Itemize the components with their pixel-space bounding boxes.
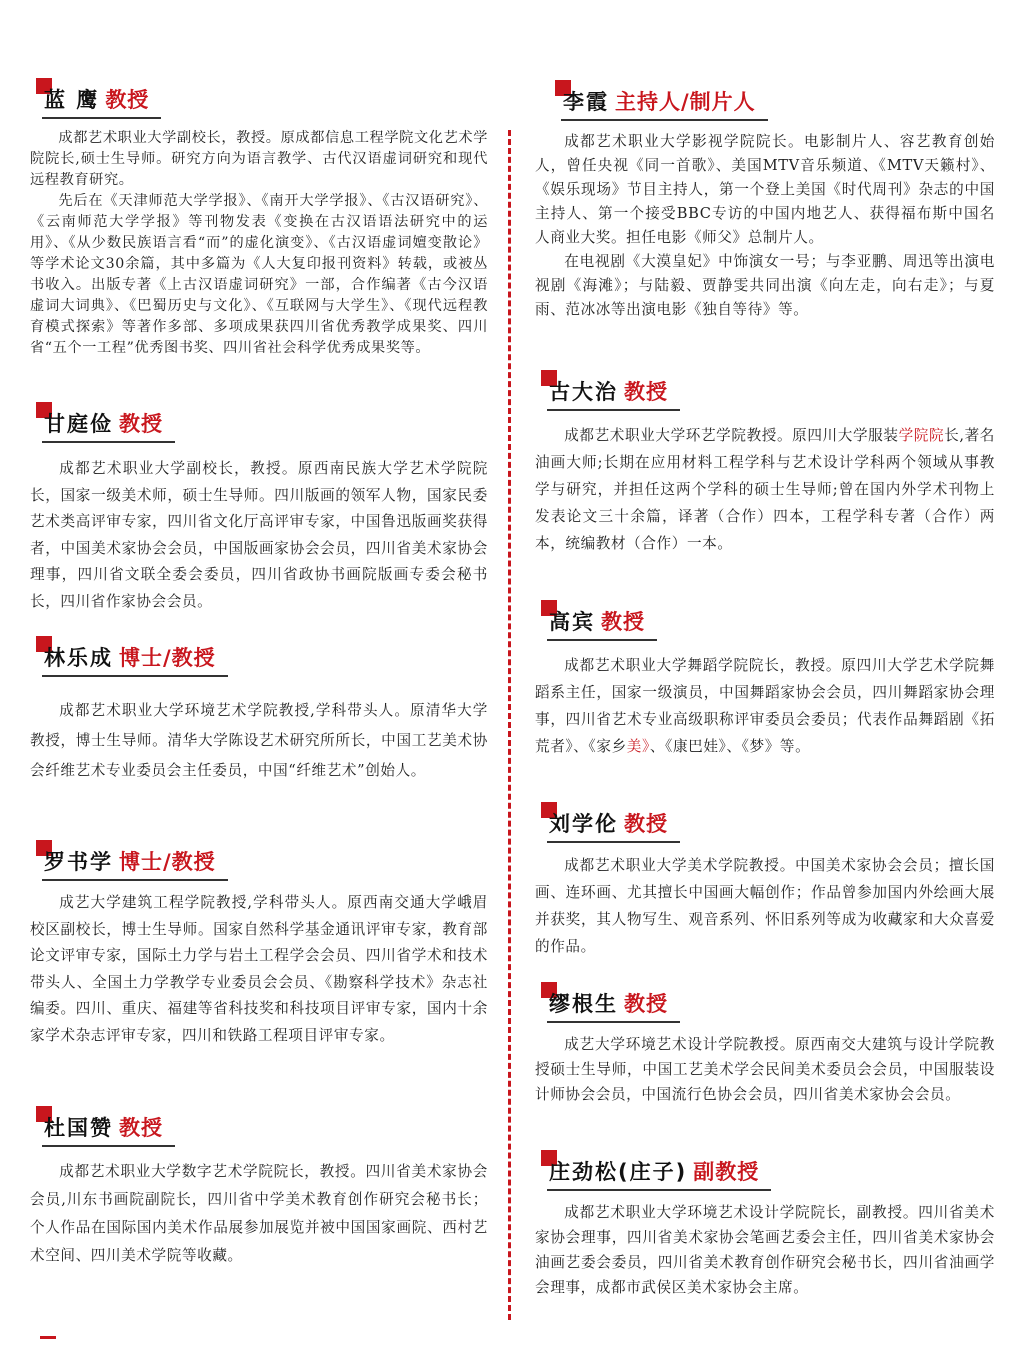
profile-heading [535,982,995,1022]
profile-title: 甘庭俭 教授 [42,408,175,443]
profile-gu-dazhi [535,370,995,557]
profile-bio: 成都艺术职业大学环艺学院教授。原四川大学服装学院院长,著名油画大师;长期在应用材料工程学科与艺术设计学科两个领域从事教学与研究，并担任这两个学科的硕士生导师;曾在国内外学术刊物上发表论文三十余篇，译著（合作）四本，工程学科专著（合作）两本，统编教材（合作）一本。 [535,427,996,552]
profile-heading [30,402,488,442]
profile-heading [535,1150,995,1190]
profile-heading [30,636,488,676]
profile-heading [30,1106,488,1146]
profile-li-xia [535,80,995,322]
profile-heading [30,78,488,118]
profile-title: 缪根生 教授 [547,988,680,1023]
profile-lin-lecheng [30,636,488,786]
profile-title: 古大治 教授 [547,376,680,411]
profile-bio: 成都艺术职业大学环境艺术学院教授,学科带头人。原清华大学教授，博士生导师。清华大学陈设艺术研究所所长，中国工艺美术协会纤维艺术专业委员会主任委员，中国“纤维艺术”创始人。 [30,702,488,779]
column-divider [508,130,511,1320]
profile-heading [30,840,488,880]
profile-miao-gensheng [535,982,995,1107]
profile-heading [535,370,995,410]
profile-bio: 成艺大学建筑工程学院教授,学科带头人。原西南交通大学峨眉校区副校长，博士生导师。国家自然科学基金通讯评审专家，教育部论文评审专家，国际土力学与岩土工程学会会员、四川省学术和技术带头人、全国土力学教学专业委员会会员、《勘察科学技术》杂志社编委。四川、重庆、福建等省科技奖和科技项目评审专家，国内十余家学术杂志评审专家，四川和铁路工程项目评审专家。 [30,894,488,1044]
profile-gao-bin [535,600,995,760]
profile-bio: 成都艺术职业大学数字艺术学院院长，教授。四川省美术家协会会员,川东书画院副院长，四川省中学美术教育创作研究会秘书长；个人作品在国际国内美术作品展参加展览并被中国国家画院、西村艺术空间、四川美术学院等收藏。 [30,1163,488,1264]
profile-title: 罗书学 博士/教授 [42,846,228,881]
profile-du-guozan [30,1106,488,1270]
profile-title: 蓝 鹰 教授 [42,84,161,119]
profile-title: 刘学伦 教授 [547,808,680,843]
profile-bio: 成艺大学环境艺术设计学院教授。原西南交大建筑与设计学院教授硕士生导师，中国工艺美术学会民间美术委员会会员，中国服装设计师协会会员，中国流行色协会会员，四川省美术家协会会员。 [535,1036,995,1103]
profile-zhuang-jinsong [535,1150,995,1300]
profile-bio: 成都艺术职业大学舞蹈学院院长，教授。原四川大学艺术学院舞蹈系主任，国家一级演员，中国舞蹈家协会会员，四川舞蹈家协会理事，四川省艺术专业高级职称评审委员会委员；代表作品舞蹈剧《拓荒者》、《家乡美》、《康巴娃》、《梦》等。 [535,657,995,755]
profile-bio: 成都艺术职业大学影视学院院长。电影制片人、容艺教育创始人，曾任央视《同一首歌》、美国MTV音乐频道、《MTV天籁村》、《娱乐现场》节目主持人，第一个登上美国《时代周刊》杂志的中国主持人、第一个接受BBC专访的中国内地艺人、获得福布斯中国名人商业大奖。担任电影《师父》总制片人。 在电视剧《大漠皇妃》中饰演女一号；与李亚鹏、周迅等出演电视剧《海滩》；与陆毅、贾静雯共同出演《向左走，向右走》；与夏雨、范冰冰等出演电影《独自等待》等。 [535,133,995,318]
profile-bio: 成都艺术职业大学副校长，教授。原西南民族大学艺术学院院长，国家一级美术师，硕士生导师。四川版画的领军人物，国家民委艺术类高评审专家，四川省文化厅高评审专家，中国鲁迅版画奖获得者，中国美术家协会会员，中国版画家协会会员，四川省美术家协会理事，四川省文联全委会委员，四川省政协书画院版画专委会秘书长，四川省作家协会会员。 [30,460,488,610]
profile-heading [535,600,995,640]
profile-gan-tingjian [30,402,488,615]
profile-title: 高宾 教授 [547,606,657,641]
profile-liu-xuelun [535,802,995,960]
corner-mark [40,1336,56,1339]
profile-bio: 成都艺术职业大学美术学院教授。中国美术家协会会员；擅长国画、连环画、尤其擅长中国画大幅创作；作品曾参加国内外绘画大展并获奖，其人物写生、观音系列、怀旧系列等成为收藏家和大众喜爱的作品。 [535,857,995,955]
profile-heading [535,802,995,842]
profile-heading [549,80,995,120]
profile-luo-shuxue [30,840,488,1049]
profile-title: 庄劲松(庄子) 副教授 [547,1156,771,1191]
profile-title: 林乐成 博士/教授 [42,642,228,677]
profile-bio: 成都艺术职业大学副校长，教授。原成都信息工程学院文化艺术学院院长,硕士生导师。研究方向为语言教学、古代汉语虚词研究和现代远程教育研究。 先后在《天津师范大学学报》、《南开大学学报》、《古汉语研究》、《云南师范大学学报》等刊物发表《变换在古汉语语法研究中的运用》、《从少数民族语言看“而”的虚化演变》、《古汉语虚词嬗变散论》等学术论文30余篇，其中多篇为《人大复印报刊资料》转载，或被丛书收入。出版专著《上古汉语虚词研究》一部，合作编著《古今汉语虚词大词典》、《巴蜀历史与文化》、《互联网与大学生》、《现代远程教育模式探索》等著作多部、多项成果获四川省优秀教学成果奖、四川省“五个一工程”优秀图书奖、四川省社会科学优秀成果奖等。 [30,130,488,356]
profile-title: 李霞 主持人/制片人 [561,86,768,121]
profile-title: 杜国赞 教授 [42,1112,175,1147]
profile-lan-ying [30,78,488,359]
profile-bio: 成都艺术职业大学环境艺术设计学院院长，副教授。四川省美术家协会理事，四川省美术家协会笔画艺委会主任，四川省美术家协会油画艺委会委员，四川省美术教育创作研究会秘书长，四川省油画学会理事，成都市武侯区美术家协会主席。 [535,1204,995,1296]
